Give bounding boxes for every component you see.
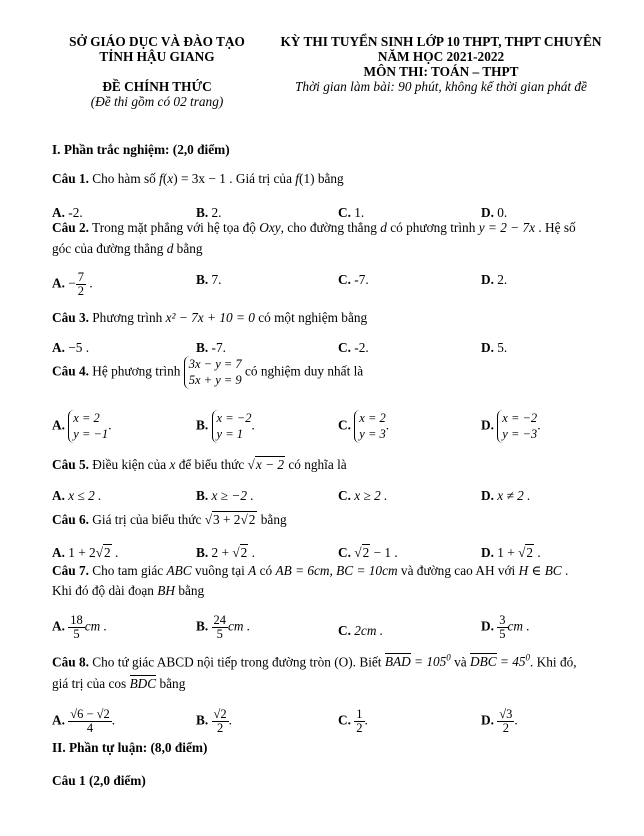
q6-option-d[interactable]: D. 1 + √2 . [481, 545, 541, 560]
q2-option-a[interactable]: A. − $\frac{7}{2}$ . [52, 270, 93, 299]
q2-option-d[interactable]: D. 2. [481, 272, 508, 287]
q3-option-c[interactable]: C. -2. [338, 340, 369, 355]
q7-stem-cont: Khi đó độ dài đoạn BH bằng [52, 583, 205, 598]
q2-stem-cont: góc của đường thẳng d bằng [52, 241, 203, 256]
q5-option-c[interactable]: C. x ≥ 2 . [338, 488, 388, 503]
q8-option-b[interactable]: B. $\frac{√2}{2}$ . [196, 707, 232, 736]
q1-option-b[interactable]: B. 2. [196, 205, 222, 220]
q4-option-c[interactable]: C. x = 2 y = 3 . [338, 411, 390, 442]
subject: MÔN THI: TOÁN – THPT [363, 64, 519, 79]
q6-stem: Câu 6. Giá trị của biểu thức √3 + 2√2 bằng [52, 512, 287, 527]
q7-option-c[interactable]: C. 2cm . [338, 623, 384, 638]
q8-option-a[interactable]: A. $\frac{√6 - √2}{4}$ . [52, 707, 116, 736]
q1-option-c[interactable]: C. 1. [338, 205, 365, 220]
q2-option-c[interactable]: C. -7. [338, 272, 369, 287]
q8-option-c[interactable]: C. $\frac{1}{2}$ . [338, 707, 368, 736]
q5-option-a[interactable]: A. x ≤ 2 . [52, 488, 102, 503]
q4-option-d[interactable]: D. x = −2 y = −3 . [481, 411, 541, 442]
page-count-note: (Đề thi gồm có 02 trang) [90, 94, 224, 109]
cau1-title: Câu 1 (2,0 điểm) [52, 773, 146, 788]
q2-stem: Câu 2. Trong mặt phẳng với hệ tọa độ Oxy, cho đường thẳng d có phương trình y = 2 − 7x . Hệ số [52, 220, 576, 235]
q4-option-a[interactable]: A. x = 2 y = −1 . [52, 411, 112, 442]
q5-option-d[interactable]: D. x ≠ 2 . [481, 488, 531, 503]
q8-stem-cont: giá trị của cos BDC bằng [52, 676, 186, 691]
time-limit: Thời gian làm bài: 90 phút, không kể thời gian phát đề [295, 79, 587, 94]
exam-title: KỲ THI TUYỂN SINH LỚP 10 THPT, THPT CHUYÊN [280, 34, 602, 49]
part2-title: II. Phần tự luận: (8,0 điểm) [52, 740, 208, 755]
q3-option-d[interactable]: D. 5. [481, 340, 508, 355]
province-name: TỈNH HẬU GIANG [99, 49, 215, 64]
q5-stem: Câu 5. Điều kiện của x để biểu thức √x − 2 có nghĩa là [52, 457, 347, 472]
q1-option-a[interactable]: A. -2. [52, 205, 83, 220]
q2-option-b[interactable]: B. 7. [196, 272, 222, 287]
q3-stem: Câu 3. Phương trình x² − 7x + 10 = 0 có một nghiệm bằng [52, 310, 368, 325]
q4-option-b[interactable]: B. x = −2 y = 1 . [196, 411, 255, 442]
part1-title: I. Phần trắc nghiệm: (2,0 điểm) [52, 142, 230, 157]
school-year: NĂM HỌC 2021-2022 [377, 49, 505, 64]
q1-stem: Câu 1. Cho hàm số f(x) = 3x − 1 . Giá trị của f(1) bằng [52, 171, 344, 186]
q7-option-b[interactable]: B. $\frac{24}{5}$ cm . [196, 613, 251, 642]
dept-name: SỞ GIÁO DỤC VÀ ĐÀO TẠO [69, 34, 245, 49]
q6-option-c[interactable]: C. √2 − 1 . [338, 545, 398, 560]
q8-option-d[interactable]: D. $\frac{√3}{2}$ . [481, 707, 518, 736]
q6-option-b[interactable]: B. 2 + √2 . [196, 545, 255, 560]
official-label: ĐỀ CHÍNH THỨC [102, 79, 212, 94]
q7-option-d[interactable]: D. $\frac{3}{5}$ cm . [481, 613, 530, 642]
q7-option-a[interactable]: A. $\frac{18}{5}$ cm . [52, 613, 107, 642]
q3-option-a[interactable]: A. −5 . [52, 340, 90, 355]
q8-stem: Câu 8. Cho tứ giác ABCD nội tiếp trong đường tròn (O). Biết BAD = $105^0$ và DBC = $45^0$. Khi đó, [52, 653, 577, 670]
q7-stem: Câu 7. Cho tam giác ABC vuông tại A có AB = 6cm, BC = 10cm và đường cao AH với H ∈ BC . [52, 563, 569, 578]
q3-option-b[interactable]: B. -7. [196, 340, 226, 355]
q6-option-a[interactable]: A. 1 + 2√2 . [52, 545, 119, 560]
q5-option-b[interactable]: B. x ≥ −2 . [196, 488, 254, 503]
q4-stem: Câu 4. Hệ phương trình 3x − y = 7 5x + y = 9 có nghiệm duy nhất là [52, 357, 364, 388]
q1-option-d[interactable]: D. 0. [481, 205, 508, 220]
